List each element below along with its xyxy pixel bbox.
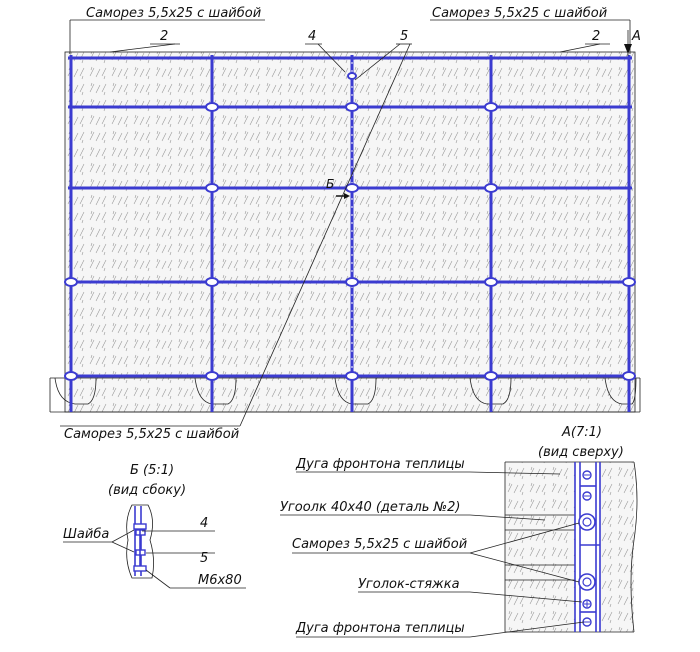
detail-b-callout-5: 5 [200,551,209,566]
callout-2-right: 2 [592,29,601,44]
detail-a-subtitle: (вид сверху) [538,445,624,460]
screw-label-bottom: Саморез 5,5х25 с шайбой [64,427,240,442]
tie-angle-label: Уголок-стяжка [358,577,460,592]
washer-label: Шайба [63,527,110,542]
detail-a-title: А(7:1) [562,425,602,440]
arc-top-label: Дуга фронтона теплицы [296,457,465,472]
screw-label-detail-a: Саморез 5,5х25 с шайбой [292,537,468,552]
detail-a-screws [579,471,595,626]
view-a-marker: А [632,29,641,44]
callout-5: 5 [400,29,409,44]
callout-4: 4 [308,29,317,44]
bolt-label: М6х80 [198,573,242,588]
angle-label: Угоолк 40х40 (деталь №2) [280,500,461,515]
main-view [50,6,641,442]
screw-label-right: Саморез 5,5х25 с шайбой [432,6,608,21]
detail-b-title: Б (5:1) [130,463,175,478]
detail-b [63,463,246,588]
arc-bottom-label: Дуга фронтона теплицы [296,621,465,636]
view-b-marker: Б [326,177,335,191]
detail-a [280,425,637,637]
screw-label-left: Саморез 5,5х25 с шайбой [86,6,262,21]
callout-2-left: 2 [160,29,169,44]
detail-b-callout-4: 4 [200,516,209,531]
detail-b-subtitle: (вид сбоку) [108,483,187,498]
